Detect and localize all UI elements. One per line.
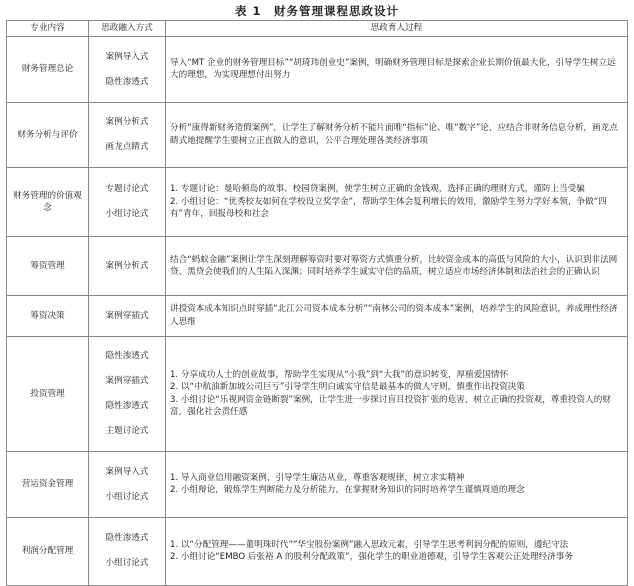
- process-item: 1. 导入商业信用融资案例，引导学生廉洁从业，尊重客观规律，树立求实精神: [170, 472, 465, 483]
- table-row: [7, 168, 628, 237]
- process-cell: [166, 296, 628, 337]
- process-item: 2. 以“中航油新加坡公司巨亏”引导学生明白诚实守信是最基本的做人守则，慎重作出投资决策: [170, 382, 525, 393]
- method-item: 案例导入式: [105, 466, 149, 477]
- method-item: 画龙点睛式: [105, 142, 149, 152]
- method-item: 隐性渗透式: [105, 351, 149, 361]
- method-item: 案例分析式: [105, 260, 149, 271]
- method-item: 隐性渗透式: [105, 76, 149, 87]
- method-item: 隐性渗透式: [105, 401, 149, 411]
- process-cell: [166, 517, 628, 585]
- method-item: 案例分析式: [105, 117, 149, 127]
- process-item: 3. 小组讨论“乐视网资金链断裂”案例，让学生进一步探讨盲目投资扩张的危害，树立正确的投资观，尊重投资人的财富，强化社会责任感: [170, 394, 611, 418]
- process-item: 1. 以“分配管理——董明珠时代”“华宝股份案例”融入思政元素，引导学生思考利润分配的原则，遵纪守法: [170, 539, 569, 550]
- method-item: 主题讨论式: [105, 426, 149, 436]
- method-item: 专题讨论式: [105, 184, 149, 195]
- table-row: [7, 102, 628, 168]
- topic-cell: 营运资金管理: [7, 452, 89, 518]
- table-row: [7, 336, 628, 452]
- header-row: [7, 21, 628, 37]
- process-item: 2. 小组讨论：“优秀校友如何在学校设立奖学金”，帮助学生体会复利增长的效用，激励学生努力学好本领，争做“四有”青年，回报母校和社会: [170, 196, 607, 220]
- table-title: 表 1 财务管理课程思政设计: [234, 4, 399, 18]
- method-cell: [89, 296, 166, 337]
- process-item: 讲授资本成本知识点时穿插“北江公司资本成本分析”“南林公司的资本成本”案例，培养学生的风险意识，养成理性经济人思维: [170, 304, 618, 327]
- method-item: 案例导入式: [105, 51, 149, 62]
- course-design-table: [6, 20, 628, 586]
- method-item: 小组讨论式: [105, 209, 149, 220]
- process-item: 2. 小组辩论，锻炼学生判断能力及分析能力，在掌握财务知识的同时培养学生谨慎周道的理念: [170, 485, 525, 496]
- topic-cell: 筹资管理: [7, 237, 89, 296]
- method-cell: [89, 168, 166, 237]
- header-process: 思政育人过程: [166, 21, 628, 37]
- method-cell: [89, 452, 166, 518]
- process-cell: [166, 168, 628, 237]
- process-item: 分析“康得新财务造假案例”，让学生了解财务分析不能片面唯“指标”论、唯“数字”论，应结合非财务信息分析，画龙点睛式地提醒学生要树立正直做人的意识，公平合理处理各类经济事项: [170, 123, 618, 146]
- process-item: 2. 小组讨论“EMBO 后张裕 A 的股利分配政策”，强化学生的职业道德观，引导学生客观公正处理经济事务: [170, 552, 574, 562]
- topic-cell: 投资管理: [7, 336, 89, 452]
- method-cell: [89, 37, 166, 103]
- process-item: 结合“蚂蚁金融”案例让学生深刻理解筹资时要对筹资方式慎重分析，比较资金成本的高低与风险的大小，认识到非法网贷、黑贷会使我们的人生陷入深渊；同时培养学生诚实守信的品质，树立适应市场经济体制和法治社会的正确认识: [170, 254, 618, 277]
- method-cell: [89, 237, 166, 296]
- topic-cell: 财务管理总论: [7, 37, 89, 103]
- table-row: [7, 37, 628, 103]
- process-cell: [166, 336, 628, 452]
- method-item: 隐性渗透式: [105, 533, 149, 544]
- topic-cell: 财务分析与评价: [7, 102, 89, 168]
- header-method: 思政融入方式: [89, 21, 166, 37]
- method-item: 小组讨论式: [105, 558, 149, 569]
- topic-cell: 财务管理的价值观念: [7, 168, 89, 237]
- process-item: 1. 分享成功人士的创业故事，帮助学生实现从“小我”到“大我”的意识转变，厚植爱国情怀: [170, 369, 509, 380]
- method-cell: [89, 336, 166, 452]
- table-row: [7, 237, 628, 296]
- method-item: 案例穿插式: [105, 310, 149, 321]
- table-row: [7, 517, 628, 585]
- header-topic: 专业内容: [7, 21, 89, 37]
- method-item: 小组讨论式: [105, 491, 149, 502]
- process-cell: [166, 102, 628, 168]
- method-item: 案例穿插式: [105, 376, 149, 386]
- table-row: [7, 452, 628, 518]
- topic-cell: 利润分配管理: [7, 517, 89, 585]
- process-cell: [166, 37, 628, 103]
- topic-cell: 筹资决策: [7, 296, 89, 337]
- process-item: 1. 专题讨论：曼哈顿岛的故事、校园贷案例，使学生树立正确的金钱观，选择正确的理财方式，谨防上当受骗: [170, 184, 585, 195]
- process-item: 导入“MT 企业的财务管理目标”“胡琦玮创业史”案例，明确财务管理目标是探索企业长期价值最大化，引导学生树立远大的理想，为实现理想付出努力: [170, 57, 616, 81]
- method-cell: [89, 517, 166, 585]
- process-cell: [166, 237, 628, 296]
- method-cell: [89, 102, 166, 168]
- process-cell: [166, 452, 628, 518]
- table-row: [7, 296, 628, 337]
